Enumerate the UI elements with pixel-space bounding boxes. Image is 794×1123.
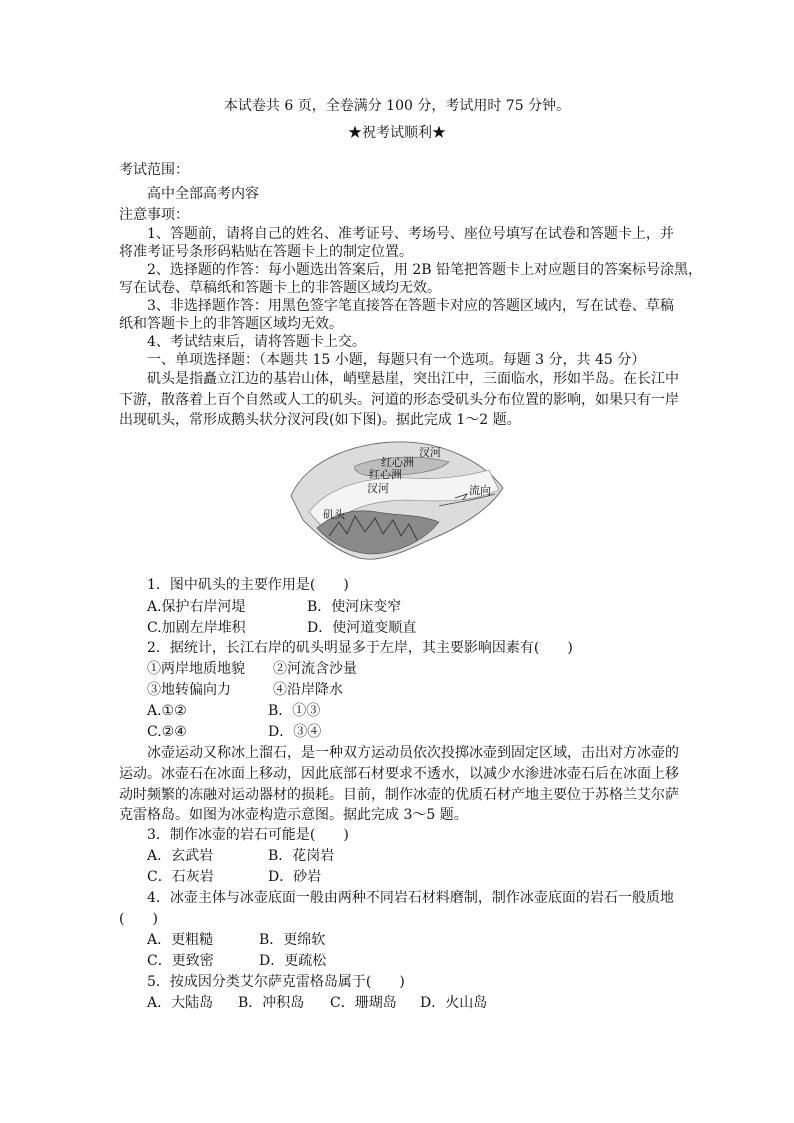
question-2-option-c: C.②④ [147, 724, 187, 740]
section-1-title: 一、单项选择题：（本题共 15 小题，每题只有一个选项。每题 3 分，共 45 分） [147, 352, 646, 368]
question-5-option-a: A．大陆岛 [147, 995, 214, 1011]
passage-1-line1: 矶头是指矗立江边的基岩山体，峭壁悬崖，突出江中，三面临水，形如半岛。在长江中 [147, 371, 679, 387]
question-4-option-d: D．更疏松 [259, 953, 327, 969]
question-2-option-b: B．①③ [268, 703, 321, 719]
passage-2-line3: 动时频繁的冻融对运动器材的损耗。目前，制作冰壶的优质石材产地主要位于苏格兰艾尔萨 [119, 787, 679, 803]
question-4-option-a: A．更粗糙 [147, 932, 214, 948]
question-2-option-a: A.①② [147, 703, 187, 719]
question-5-stem: 5．按成因分类艾尔萨克雷格岛属于( ) [147, 974, 405, 990]
question-4-option-c: C．更致密 [147, 953, 214, 969]
note-4: 4、考试结束后，请将答题卡上交。 [147, 334, 366, 350]
question-4-stem-line2: ( ) [119, 911, 158, 927]
note-3-line2: 纸和答题卡上的非答题区域均无效。 [119, 316, 343, 332]
note-3-line1: 3、非选择题作答：用黑色签字笔直接答在答题卡对应的答题区域内，写在试卷、草稿 [147, 298, 674, 314]
good-luck-banner: ★祝考试顺利★ [348, 125, 446, 141]
question-2-item-1: ①两岸地质地貌 [147, 661, 245, 677]
question-5-option-c: C．珊瑚岛 [330, 995, 397, 1011]
label-flow-direction: 流向 [469, 484, 491, 497]
note-1-line1: 1、答题前，请将自己的姓名、准考证号、考场号、座位号填写在试卷和答题卡上，并 [147, 226, 674, 242]
passage-1-line2: 下游，散落着上百个自然或人工的矶头。河道的形态受矶头分布位置的影响，如果只有一岸 [119, 392, 679, 408]
jitou-river-figure [289, 436, 505, 566]
question-5-option-d: D．火山岛 [420, 995, 488, 1011]
question-1-option-c: C.加剧左岸堆积 [147, 620, 246, 636]
passage-2-line1: 冰壶运动又称冰上溜石，是一种双方运动员依次投掷冰壶到固定区域，击出对方冰壶的 [147, 745, 679, 761]
passage-1-line3: 出现矶头，常形成鹅头状分汊河段(如下图)。据此完成 1～2 题。 [119, 412, 521, 428]
label-hanhe-mid: 汊河 [367, 482, 389, 495]
note-2-line1: 2、选择题的作答：每小题选出答案后，用 2B 铅笔把答题卡上对应题目的答案标号涂黑， [147, 262, 703, 278]
label-hongxinzhou-1: 红心洲 [381, 456, 414, 469]
label-jitou: 矶头 [323, 508, 345, 521]
label-hongxinzhou-2: 红心洲 [369, 468, 402, 481]
question-1-stem: 1．图中矶头的主要作用是( ) [147, 577, 349, 593]
question-1-option-a: A.保护右岸河堤 [147, 599, 246, 615]
question-3-stem: 3．制作冰壶的岩石可能是( ) [147, 827, 349, 843]
question-2-stem: 2．据统计，长江右岸的矶头明显多于左岸，其主要影响因素有( ) [147, 640, 573, 656]
question-3-option-a: A．玄武岩 [147, 848, 214, 864]
question-3-option-d: D．砂岩 [268, 869, 322, 885]
question-1-option-b: B．使河床变窄 [307, 599, 402, 615]
question-2-option-d: D．③④ [268, 724, 322, 740]
question-2-item-3: ③地转偏向力 [147, 682, 231, 698]
question-3-option-c: C．石灰岩 [147, 869, 214, 885]
question-4-stem-line1: 4．冰壶主体与冰壶底面一般由两种不同岩石材料磨制，制作冰壶底面的岩石一般质地 [147, 890, 674, 906]
note-2-line2: 写在试卷、草稿纸和答题卡上的非答题区域均无效。 [119, 280, 441, 296]
question-5-option-b: B．冲积岛 [238, 995, 305, 1011]
question-3-option-b: B．花岗岩 [268, 848, 335, 864]
scope-content: 高中全部高考内容 [147, 186, 259, 202]
notes-title: 注意事项： [119, 207, 189, 223]
question-2-item-4: ④沿岸降水 [273, 682, 343, 698]
scope-label: 考试范围： [119, 162, 189, 178]
question-1-option-d: D．使河道变顺直 [307, 620, 417, 636]
question-2-item-2: ②河流含沙量 [273, 661, 357, 677]
exam-info: 本试卷共 6 页，全卷满分 100 分，考试用时 75 分钟。 [223, 98, 571, 114]
passage-2-line2: 运动。冰壶石在冰面上移动，因此底部石材要求不透水，以减少水渗进冰壶石后在冰面上移 [119, 766, 679, 782]
passage-2-line4: 克雷格岛。如图为冰壶构造示意图。据此完成 3～5 题。 [119, 807, 468, 823]
question-4-option-b: B．更绵软 [259, 932, 326, 948]
note-1-line2: 将准考证号条形码粘贴在答题卡上的制定位置。 [119, 244, 413, 260]
label-hanhe-top: 汊河 [419, 446, 441, 459]
